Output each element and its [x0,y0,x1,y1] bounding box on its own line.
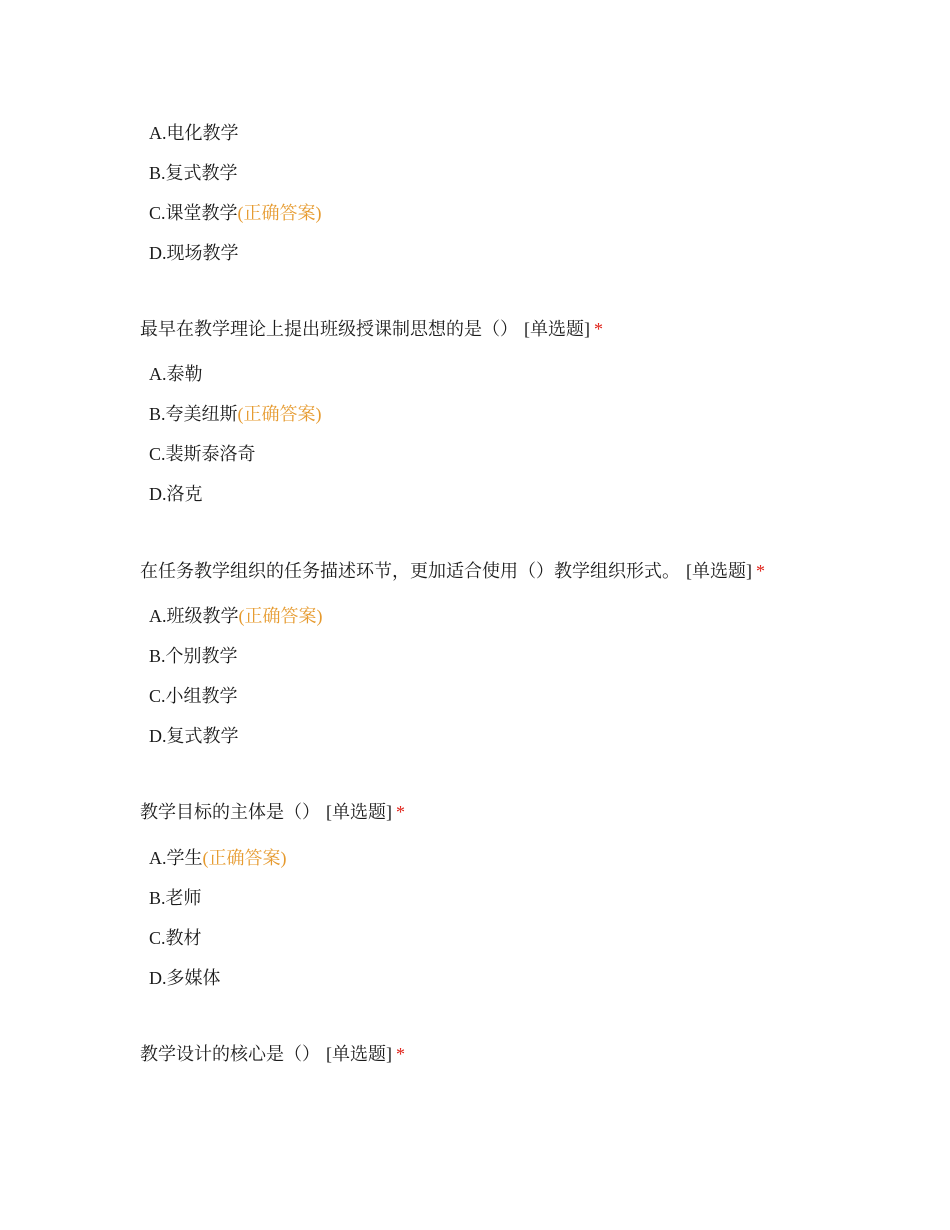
question-text: 最早在教学理论上提出班级授课制思想的是（） [140,319,518,339]
question-2-title [140,314,603,344]
required-asterisk: * [396,1044,405,1064]
option-text: 复式教学 [166,726,239,746]
correct-answer-marker: (正确答案) [237,203,322,223]
option-3c [149,676,323,716]
required-asterisk: * [594,319,603,339]
required-asterisk: * [756,561,765,581]
question-3-options [149,596,323,756]
option-text: 泰勒 [166,364,203,384]
option-letter: C. [149,686,166,706]
option-text: 班级教学 [166,606,239,626]
option-2d [149,474,322,514]
option-3b [149,636,323,676]
option-1d [149,233,322,273]
option-2c [149,434,322,474]
option-text: 裴斯泰洛奇 [165,444,256,464]
option-letter: B. [149,646,166,666]
question-text: 教学设计的核心是（） [140,1044,320,1064]
option-text: 多媒体 [166,968,221,988]
option-text: 课堂教学 [165,203,238,223]
question-type: [单选题] [524,319,590,339]
option-letter: A. [149,848,167,868]
option-letter: C. [149,444,166,464]
question-2-options [149,354,322,514]
correct-answer-marker: (正确答案) [238,606,323,626]
option-text: 老师 [165,888,202,908]
question-1-options [149,113,322,273]
option-letter: B. [149,163,166,183]
option-letter: C. [149,928,166,948]
option-letter: A. [149,364,167,384]
option-letter: A. [149,606,167,626]
question-3-title [140,556,765,586]
question-text: 在任务教学组织的任务描述环节，更加适合使用（）教学组织形式。 [140,561,680,581]
option-letter: C. [149,203,166,223]
option-4a [149,838,287,878]
option-4d [149,958,287,998]
option-2a [149,354,322,394]
option-letter: D. [149,243,167,263]
option-text: 夸美纽斯 [165,404,238,424]
required-asterisk: * [396,802,405,822]
option-letter: D. [149,968,167,988]
correct-answer-marker: (正确答案) [237,404,322,424]
option-2b [149,394,322,434]
option-letter: B. [149,404,166,424]
option-1b [149,153,322,193]
option-letter: A. [149,123,167,143]
question-5-title [140,1039,405,1069]
option-text: 电化教学 [166,123,239,143]
question-4-title [140,797,405,827]
option-text: 学生 [166,848,203,868]
option-3d [149,716,323,756]
question-4-options [149,838,287,998]
option-letter: D. [149,484,167,504]
question-type: [单选题] [686,561,752,581]
option-text: 现场教学 [166,243,239,263]
option-4c [149,918,287,958]
option-text: 洛克 [166,484,203,504]
option-4b [149,878,287,918]
option-1c [149,193,322,233]
option-text: 个别教学 [165,646,238,666]
question-type: [单选题] [326,802,392,822]
question-type: [单选题] [326,1044,392,1064]
option-1a [149,113,322,153]
option-text: 教材 [165,928,202,948]
option-text: 复式教学 [165,163,238,183]
option-text: 小组教学 [165,686,238,706]
option-letter: B. [149,888,166,908]
correct-answer-marker: (正确答案) [202,848,287,868]
option-3a [149,596,323,636]
question-text: 教学目标的主体是（） [140,802,320,822]
option-letter: D. [149,726,167,746]
